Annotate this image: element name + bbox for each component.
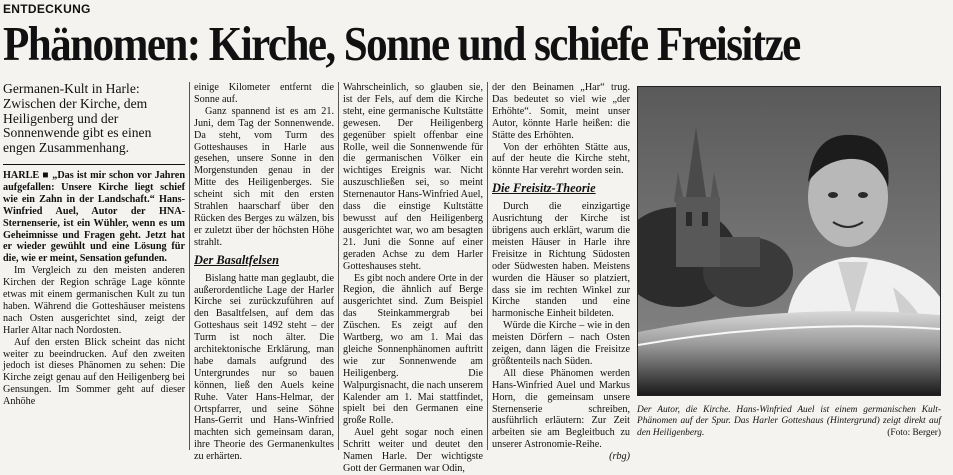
column-divider — [189, 82, 190, 450]
deck: Germanen-Kult in Harle: Zwischen der Kirche, dem Heiligenberg und der Sonnenwende gibt es einen engen Zusammenhang. — [3, 81, 152, 156]
dateline: HARLE ■ — [3, 169, 50, 181]
paragraph — [3, 170, 185, 265]
paragraph: Auel geht sogar noch einen Schritt weiter und deutet den Namen Harle. Der wichtigste Gott der Germanen war Odin, — [343, 427, 483, 474]
photo-illustration — [638, 87, 940, 395]
article-column-1 — [3, 82, 185, 408]
photo-credit: (Foto: Berger) — [887, 427, 941, 438]
paragraph: Im Vergleich zu den meisten anderen Kirchen der Region schräge Lage könnte etwas mit einem germanischen Kult zu tun haben. Während die Gotteshäuser meistens nach Osten ausgerichtet sind, zeigt der Harler Altar nach Nordosten. — [3, 265, 185, 336]
caption-text: Der Autor, die Kirche. Hans-Winfried Auel ist einem germanischen Kult-Phänomen auf der Spur. Das Harler Gotteshaus (Hintergrund) zeigt direkt auf den Heiligenberg. — [637, 405, 941, 438]
photo-caption — [637, 405, 941, 439]
paragraph: Durch die einzigartige Ausrichtung der Kirche ist übrigens auch erklärt, warum die meisten Häuser in Harle ihre Freisitze in Richtung Südosten oder Südwesten haben. Meistens wurden die Häuser so platziert, dass sie im rechten Winkel zur Kirche standen und eine harmonische Einheit bildeten. — [492, 201, 630, 320]
headline: Phänomen: Kirche, Sonne und schiefe Freisitze — [3, 16, 800, 71]
paragraph: Wahrscheinlich, so glauben sie, ist der Fels, auf dem die Kirche steht, eine germanische Kultstätte gewesen. Der Heiligenberg gegenüber spielt offenbar eine Rolle, weil die Sonnenwende für die germanischen Völker ein wichtiges Ereignis war. Nicht auszuschließen sei, so meint Sternenautor Hans-Winfried Auel, dass die einstige Kultstätte bewusst auf den Heiligenberg ausgerichtet war, wo am besagten 21. Juni die Sonne auf einer geraden Achse zu dem Harler Gotteshauses steht. — [343, 82, 483, 272]
subhead-freisitz: Die Freisitz-Theorie — [492, 181, 596, 196]
photo-author-and-church — [637, 86, 941, 396]
deck-divider — [3, 164, 185, 165]
article-column-2 — [194, 82, 334, 463]
section-kicker: ENTDECKUNG — [3, 2, 91, 16]
paragraph: Von der erhöhten Stätte aus, auf der heute die Kirche steht, könnte Har verehrt worden sein. — [492, 141, 630, 177]
paragraph: einige Kilometer entfernt die Sonne auf. — [194, 82, 334, 105]
paragraph: Bislang hatte man geglaubt, die außerordentliche Lage der Harler Kirche sei zurückzuführen auf den Basaltfelsen, auf dem das Gotteshaus seit 1492 steht – der Turm ist noch älter. Die architektonische Erklärung, man habe damals aufgrund des Untergrundes nur so bauen können, ließ den Auels keine Ruhe. Vater Hans-Helmar, der Ortspfarrer, und seine Söhne Hans-Gerrit und Hans-Winfried machten sich gemeinsam daran, ihre Theorie des Germanenkultes zu erhärten. — [194, 272, 334, 463]
article-column-3 — [343, 82, 483, 475]
article-column-4 — [492, 82, 630, 463]
paragraph: Es gibt noch andere Orte in der Region, die ähnlich auf Berge ausgerichtet sind. Zum Beispiel das Steinkammergrab bei Züschen. Es zeigt auf den Wartberg, wo am 1. Mai das gleiche Sonnenphänomen auftritt wie zur Sonnenwende am Heiligenberg. Die Walpurgisnacht, die nach unserem Kalender am 1. Mai stattfindet, spielt bei den Germanen eine große Rolle. — [343, 272, 483, 427]
paragraph: Würde die Kirche – wie in den meisten Dörfern – nach Osten zeigen, dann lägen die Freisitze größtenteils nach Süden. — [492, 320, 630, 367]
column-divider — [338, 82, 339, 450]
paragraph-text: „Das ist mir schon vor Jahren aufgefallen: Unsere Kirche liegt schief wie ein Zahn in der Landschaft.“ Hans-Winfried Auel, Autor der HNA-Sternenserie, ist ein Wühler, wenn es um Geheimnisse und Fragen geht. Jetzt hat er wieder gewühlt und eine Lösung für die, wie er meint, Sensation gefunden. — [3, 169, 185, 265]
paragraph-text: All diese Phänomen werden Hans-Winfried Auel und Markus Horn, die gemeinsam unsere Sternenserie schreiben, ausführlich erläutern: Zur Zeit arbeiten sie am Begleitbuch zu unserer Astronomie-Reihe. — [492, 367, 630, 451]
author-signoff: (rbg) — [609, 451, 630, 463]
subhead-basaltfelsen: Der Basaltfelsen — [194, 252, 280, 267]
column-divider — [487, 82, 488, 450]
paragraph — [492, 367, 630, 463]
paragraph: der den Beinamen „Har“ trug. Das bedeutet so viel wie „der Erhöhte“. Somit, meint unser Autor, könnte Harle heißen: die Stätte des Erhöhten. — [492, 82, 630, 141]
paragraph: Auf den ersten Blick scheint das nicht weiter zu beeindrucken. Auf den zweiten jedoch ist dieses Phänomen zu sehen: Die Kirche zeigt genau auf den Heiligenberg bei Gensungen. Im Sommer geht auf dieser Anhöhe — [3, 336, 185, 408]
paragraph: Ganz spannend ist es am 21. Juni, dem Tag der Sonnenwende. Da steht, vom Turm des Gotteshauses in Harle aus gesehen, unsere Sonne in den Morgenstunden genau in der Mitte des Heiligenberges. Sie scheint sich mit den ersten Strahlen haarscharf über den Rücken des Berges zu wälzen, bis er zuletzt über der höchsten Höhe strahlt. — [194, 105, 334, 248]
